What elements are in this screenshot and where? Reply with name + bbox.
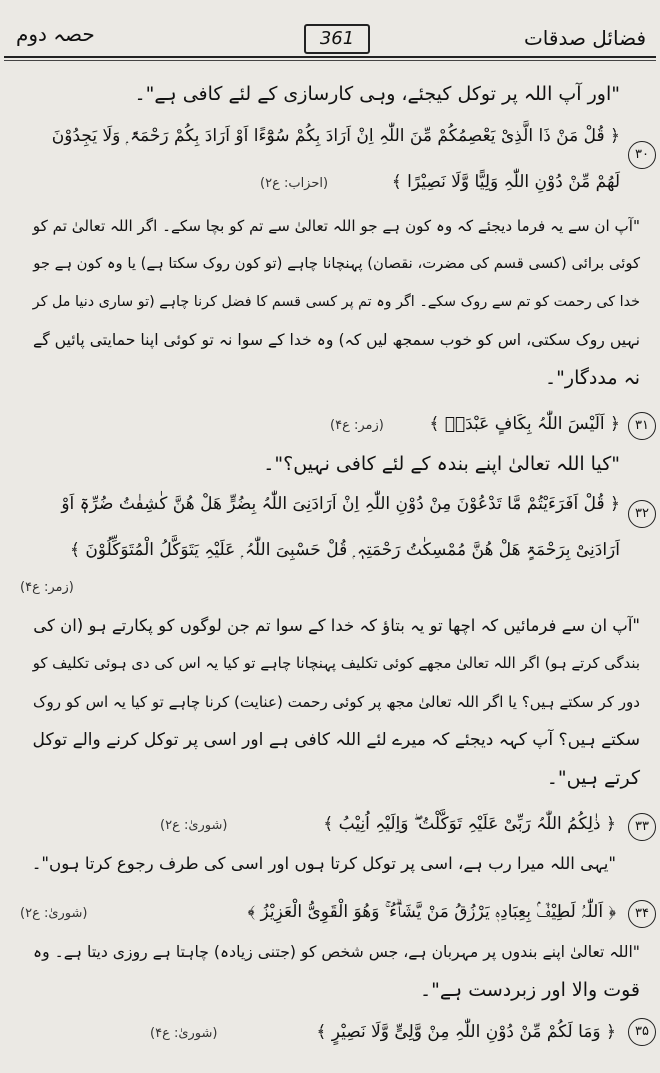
header-rule-thin	[4, 60, 656, 61]
quran-line: لَهُمْ مِّنْ دُوْنِ اللّٰہِ وَلِیًّا وَّلَا نَصِیْرًا ﴾	[391, 172, 620, 192]
text-line: سکتے ہیں؟ آپ کہہ دیجئے کہ میرے لئے اللہ کافی ہے اور اسی پر توکل کرنے والے توکل	[32, 730, 640, 750]
quran-line: ﴿ اَللّٰہُ لَطِیْفٌۢ بِعِبَادِہٖ یَرْزُقُ مَنْ یَّشَاۗءُ ۚ وَهُوَ الْقَوِیُّ الْعَزِیْزُ ﴾	[247, 902, 616, 922]
text-line: نہ مددگار"۔	[545, 367, 640, 389]
verse-number: ۳۱	[628, 412, 656, 440]
text-line: بندگی کرتے ہو) اگر اللہ تعالیٰ مجھے کوئی تکلیف پہنچانا چاہے تو کیا یہ اس کی دی ہوئی تکلیف کو	[32, 655, 640, 672]
page-header	[0, 0, 660, 58]
quran-line: ﴿ قُلْ مَنْ ذَا الَّذِیْ یَعْصِمُکُمْ مِّنَ اللّٰہِ اِنْ اَرَادَ بِکُمْ سُوْٓءًا اَوْ اَرَادَ بِکُمْ رَحْمَۃً ۭ وَلَا یَجِدُوْنَ	[51, 126, 620, 146]
verse-number: ۳۴	[628, 900, 656, 928]
text-line: "آپ ان سے یہ فرما دیجئے کہ وہ کون ہے جو اللہ تعالیٰ سے تم کو بچا سکے۔ اگر اللہ تعالیٰ تم کو	[32, 217, 640, 235]
text-line: کوئی برائی (کسی قسم کی مضرت، نقصان) پہنچانا چاہے (تو کون روک سکتا ہے) یا وہ کون ہے جو	[33, 255, 640, 272]
page-number: 361	[304, 24, 370, 54]
text-line: کرتے ہیں"۔	[546, 767, 640, 789]
text-line: "اور آپ اللہ پر توکل کیجئے، وہی کارسازی کے لئے کافی ہے"۔	[134, 83, 620, 105]
verse-number: ۳۳	[628, 813, 656, 841]
surah-reference: (شوریٰ: ع۲)	[20, 906, 88, 921]
surah-reference: (احزاب: ع۲)	[260, 176, 329, 191]
header-rule	[4, 56, 656, 58]
text-line: "آپ ان سے فرمائیں کہ اچھا تو یہ بتاؤ کہ خدا کے سوا تم جن لوگوں کو پکارتے ہو (ان کی	[33, 616, 640, 635]
surah-reference: (شوریٰ: ع۴)	[150, 1026, 218, 1041]
surah-reference: (زمر: ع۴)	[20, 580, 74, 595]
text-line: "کیا اللہ تعالیٰ اپنے بندہ کے لئے کافی نہیں؟"۔	[263, 453, 620, 475]
book-title: فضائل صدقات	[523, 26, 646, 50]
text-line: "یہی اللہ میرا رب ہے، اسی پر توکل کرتا ہوں اور اسی کی طرف رجوع کرتا ہوں"۔	[31, 854, 616, 873]
verse-number: ۳۲	[628, 500, 656, 528]
text-line: قوت والا اور زبردست ہے"۔	[420, 979, 640, 1001]
verse-number: ۳۰	[628, 141, 656, 169]
text-line: نہیں روک سکتی، اس کو خوب سمجھ لیں کہ) وہ خدا کے سوا نہ تو کوئی اپنا حمایتی پائیں گے	[33, 330, 640, 349]
text-line: خدا کی رحمت کو تم سے روک سکے۔ اگر وہ تم پر کسی قسم کا فضل کرنا چاہے (تو ساری دنیا مل کر	[32, 294, 640, 310]
part-label: حصہ دوم	[16, 22, 95, 46]
quran-line: اَرَادَنِیْ بِرَحْمَۃٍ هَلْ هُنَّ مُمْسِکٰتُ رَحْمَتِہٖ ۭ قُلْ حَسْبِیَ اللّٰہُ ۭ عَلَیْہِ یَتَوَکَّلُ الْمُتَوَکِّلُوْنَ ﴾	[70, 540, 620, 560]
quran-line: ﴿ قُلْ اَفَرَءَیْتُمْ مَّا تَدْعُوْنَ مِنْ دُوْنِ اللّٰہِ اِنْ اَرَادَنِیَ اللّٰہُ بِضُرٍّ هَلْ هُنَّ کٰشِفٰتُ ضُرِّہٖٓ اَوْ	[61, 494, 620, 514]
quran-line: ﴿ ذٰلِکُمُ اللّٰہُ رَبِّیْ عَلَیْہِ تَوَکَّلْتُ ۖ وَاِلَیْہِ اُنِیْبُ ﴾	[323, 814, 616, 834]
quran-line: ﴿ اَلَیْسَ اللّٰہُ بِکَافٍ عَبْدَہٗ ﴾	[429, 414, 620, 434]
verse-number: ۳۵	[628, 1018, 656, 1046]
surah-reference: (زمر: ع۴)	[330, 418, 384, 433]
text-line: دور کر سکتے ہیں؟ یا اگر اللہ تعالیٰ مجھ پر کوئی رحمت (عنایت) کرنا چاہے تو کیا یہ اس کو روک	[33, 693, 640, 711]
quran-line: ﴿ وَمَا لَکُمْ مِّنْ دُوْنِ اللّٰہِ مِنْ وَّلِیٍّ وَّلَا نَصِیْرٍ ﴾	[316, 1022, 616, 1042]
surah-reference: (شوریٰ: ع۲)	[160, 818, 228, 833]
text-line: "اللہ تعالیٰ اپنے بندوں پر مہربان ہے، جس شخص کو (جتنی زیادہ) چاہتا ہے روزی دیتا ہے۔ وہ	[32, 942, 640, 961]
